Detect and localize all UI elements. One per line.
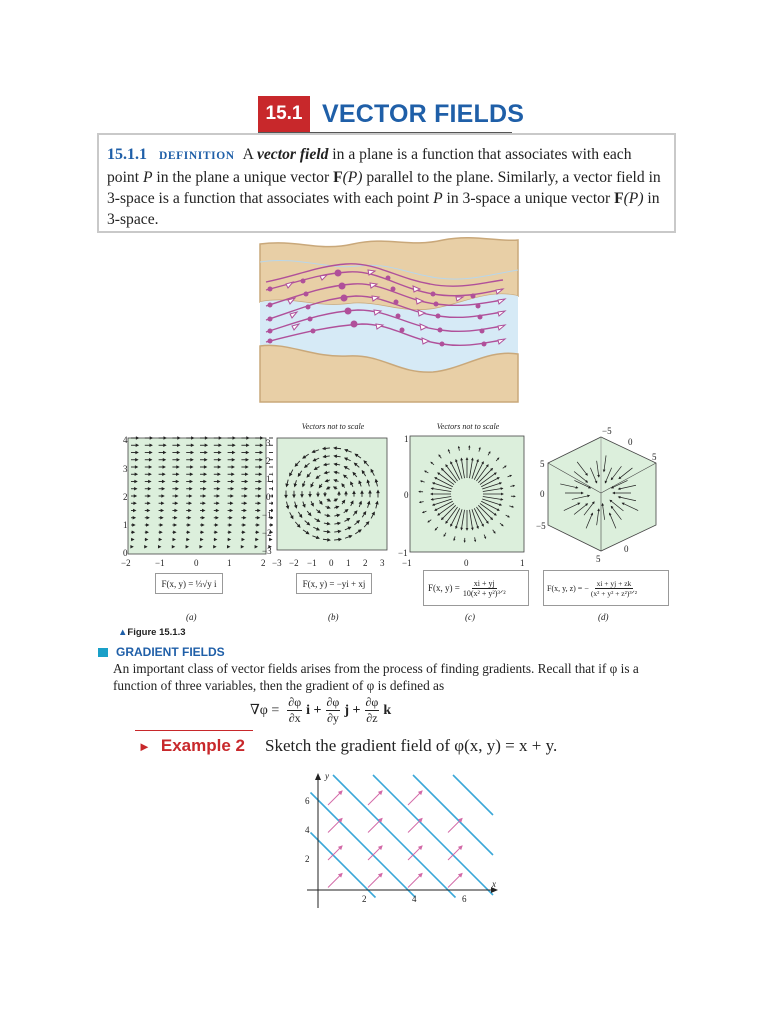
panel-a-formula: F(x, y) = ⅓√y i xyxy=(155,573,223,594)
panel-c-vector-head xyxy=(446,521,447,523)
panel-d-tick: 0 xyxy=(628,437,633,447)
eq-den: ∂y xyxy=(326,711,339,725)
section-number: 15.1 xyxy=(258,96,310,132)
panel-b-label: (b) xyxy=(328,612,339,622)
panel-c-vector-head xyxy=(431,462,432,463)
definition-symbol: (P) xyxy=(342,169,363,186)
panel-d-tick: 0 xyxy=(540,489,545,499)
panel-c-vector-head xyxy=(435,529,436,530)
definition-symbol: F xyxy=(614,190,624,207)
definition-number: 15.1.1 xyxy=(107,146,147,163)
panel-b-x-tick: 2 xyxy=(363,558,368,568)
panel-a-y-tick: 3 xyxy=(123,464,128,474)
panel-d-tick: 5 xyxy=(652,452,657,462)
eq-num: ∂φ xyxy=(288,695,302,709)
eq-den: ∂z xyxy=(366,711,378,725)
stream-flow-illustration xyxy=(258,234,520,404)
gradient-heading-text: GRADIENT FIELDS xyxy=(116,645,225,659)
panel-a-x-tick: −1 xyxy=(155,558,165,568)
definition-label: DEFINITION xyxy=(159,150,235,162)
panel-b-formula: F(x, y) = −yi + xj xyxy=(296,573,372,594)
panel-b-y-tick: −2 xyxy=(262,528,272,538)
grad-y-tick: 4 xyxy=(305,825,310,835)
panel-c-vector-head xyxy=(444,535,445,536)
level-line xyxy=(333,775,456,898)
grad-x-tick: 4 xyxy=(412,894,417,904)
panel-b-y-tick: −3 xyxy=(262,546,272,556)
panel-c-x-tick: 1 xyxy=(520,558,525,568)
panel-b-header: Vectors not to scale xyxy=(301,422,365,431)
panel-d-tick: 0 xyxy=(624,544,629,554)
caption-marker-icon: ▲ xyxy=(118,627,128,638)
panel-c-vector-head xyxy=(446,465,447,467)
panel-d-label: (d) xyxy=(598,612,609,622)
panel-b-y-tick: 0 xyxy=(266,492,271,502)
panel-c-vector-head xyxy=(479,448,480,449)
panel-c-y-tick: 0 xyxy=(404,490,409,500)
panel-d-plot xyxy=(536,425,666,570)
definition-part: in 3-space. xyxy=(107,190,660,228)
panel-b-x-tick: 3 xyxy=(380,558,385,568)
panel-c-numerator: xi + yj xyxy=(473,578,495,588)
gradient-heading xyxy=(98,645,225,659)
definition-part: in 3-space a unique vector xyxy=(442,190,615,207)
figure-caption xyxy=(118,627,186,638)
panel-b-y-tick: 2 xyxy=(266,456,271,466)
definition-symbol: (P) xyxy=(623,190,644,207)
panel-c-vector-head xyxy=(502,525,503,526)
panel-c-vector-head xyxy=(512,506,513,507)
level-line xyxy=(311,793,416,898)
panel-a-x-tick: 2 xyxy=(261,558,266,568)
panel-d-numerator: xi + yj + zk xyxy=(596,578,632,588)
panel-b-x-tick: −2 xyxy=(289,558,299,568)
grad-y-axis-label: y xyxy=(325,771,329,781)
panel-a-y-tick: 0 xyxy=(123,548,128,558)
definition-part: A xyxy=(242,146,257,163)
definition-text xyxy=(107,144,667,230)
eq-num: ∂φ xyxy=(365,695,379,709)
panel-c-vector-head xyxy=(428,521,429,522)
panel-d-tick: 5 xyxy=(596,554,601,564)
panel-c-vector-head xyxy=(458,447,459,448)
panel-c-vector-head xyxy=(439,455,440,456)
panel-a-x-tick: 0 xyxy=(194,558,199,568)
panel-d-formula-lhs: F(x, y, z) = − xyxy=(547,583,589,593)
panel-c-vector-head xyxy=(425,471,426,472)
example-rule xyxy=(135,730,253,731)
panel-d-fraction xyxy=(591,579,637,598)
panel-c-vector-head xyxy=(498,458,499,459)
level-line xyxy=(311,833,376,898)
panel-c-vector-head xyxy=(494,532,495,533)
panel-c-vector-head xyxy=(419,491,420,492)
definition-term: vector field xyxy=(256,146,329,163)
figure-caption-text: Figure 15.1.3 xyxy=(127,627,186,638)
panel-c-vector-head xyxy=(502,493,504,495)
panel-c-vector-head xyxy=(421,481,422,482)
definition-symbol: F xyxy=(333,169,343,186)
gradient-equation xyxy=(250,695,530,726)
panel-c-vector-head xyxy=(485,537,486,538)
eq-frac xyxy=(287,695,302,726)
panel-c-vector-head xyxy=(448,450,449,451)
example-line xyxy=(138,736,557,756)
panel-b-y-tick: 3 xyxy=(266,438,271,448)
panel-c-vector-head xyxy=(494,473,496,474)
heading-square-icon xyxy=(98,648,108,657)
panel-b-x-tick: −1 xyxy=(307,558,317,568)
panel-c-formula-lhs: F(x, y) = xyxy=(428,583,460,593)
panel-c-vector-head xyxy=(438,473,440,474)
eq-lhs: ∇φ = xyxy=(250,703,280,718)
panel-c-vector-head xyxy=(475,540,476,541)
panel-a-label: (a) xyxy=(186,612,197,622)
panel-b-x-tick: −3 xyxy=(272,558,282,568)
section-title: VECTOR FIELDS xyxy=(322,99,525,128)
panel-c-vector-head xyxy=(423,512,424,513)
panel-c-fraction xyxy=(463,579,506,598)
definition-symbol: P xyxy=(142,169,153,186)
panel-c-header: Vectors not to scale xyxy=(436,422,500,431)
grad-y-tick: 6 xyxy=(305,796,310,806)
eq-frac xyxy=(365,695,380,726)
grad-x-axis-label: x xyxy=(492,879,496,889)
panel-c-formula xyxy=(423,570,529,606)
level-line xyxy=(413,775,493,855)
panel-c-vector-head xyxy=(466,529,468,531)
panel-c-y-tick: −1 xyxy=(398,548,408,558)
eq-frac xyxy=(326,695,341,726)
panel-a-plot xyxy=(113,432,273,572)
panel-c-x-tick: −1 xyxy=(402,558,412,568)
definition-part: in a plane is a function that associates with each point xyxy=(107,146,632,186)
panel-c-vector-head xyxy=(438,514,440,515)
eq-den: ∂x xyxy=(288,711,301,725)
eq-unit: k xyxy=(383,702,392,718)
panel-d-tick: −5 xyxy=(602,426,612,436)
panel-c-label: (c) xyxy=(465,612,475,622)
grad-x-tick: 2 xyxy=(362,894,367,904)
panel-d-denominator: (x² + y² + z²)³ᐟ² xyxy=(590,588,638,598)
grad-x-tick: 6 xyxy=(462,894,467,904)
panel-a-x-tick: 1 xyxy=(227,558,232,568)
panel-c-vector-head xyxy=(420,502,421,503)
panel-c-denominator: 10(x² + y²)³ᐟ² xyxy=(462,588,506,598)
definition-part: parallel to the plane. Similarly, a vector field in 3-space is a function that associates with each point xyxy=(107,169,661,207)
panel-b-plot xyxy=(262,432,392,572)
eq-num: ∂φ xyxy=(326,695,340,709)
panel-d-tick: −5 xyxy=(536,521,546,531)
panel-b-x-tick: 1 xyxy=(346,558,351,568)
panel-c-vector-head xyxy=(513,485,514,486)
panel-a-y-tick: 4 xyxy=(123,435,128,445)
example-arrow-icon: ► xyxy=(138,739,151,754)
panel-c-vector-head xyxy=(505,466,506,467)
panel-c-vector-head xyxy=(494,514,496,515)
eq-unit: i + xyxy=(306,702,322,718)
panel-c-vector-head xyxy=(454,539,455,540)
panel-c-y-tick: 1 xyxy=(404,434,409,444)
panel-a-y-tick: 1 xyxy=(123,520,128,530)
panel-c-vector-head xyxy=(431,493,433,495)
panel-c-vector-head xyxy=(469,446,470,447)
level-line xyxy=(453,775,493,815)
eq-unit: j + xyxy=(344,702,361,718)
example-text: Sketch the gradient field of φ(x, y) = x + y. xyxy=(264,736,558,755)
panel-d-tick: 5 xyxy=(540,459,545,469)
grad-y-tick: 2 xyxy=(305,854,310,864)
panel-c-vector-head xyxy=(487,465,488,467)
panel-b-y-tick: 1 xyxy=(266,474,271,484)
panel-c-x-tick: 0 xyxy=(464,558,469,568)
panel-c-vector-head xyxy=(489,452,490,453)
definition-symbol: P xyxy=(433,190,443,207)
example-label xyxy=(138,736,245,756)
panel-c-vector-head xyxy=(514,496,515,497)
panel-c-plot xyxy=(398,432,530,572)
panel-b-x-tick: 0 xyxy=(329,558,334,568)
panel-d-formula xyxy=(543,570,669,606)
panel-c-vector-head xyxy=(466,458,468,460)
panel-c-vector-head xyxy=(487,521,488,523)
definition-part: in the plane a unique vector xyxy=(152,169,334,186)
panel-a-x-tick: −2 xyxy=(121,558,131,568)
example-label-text: Example 2 xyxy=(160,736,245,755)
gradient-paragraph: An important class of vector fields arises from the process of finding gradients. Recall that if φ is a function of three variables, then the gradient of φ is defined as xyxy=(113,661,639,693)
level-line xyxy=(373,775,493,895)
panel-a-y-tick: 2 xyxy=(123,492,128,502)
panel-c-vector-head xyxy=(464,541,465,542)
panel-b-y-tick: −1 xyxy=(262,510,272,520)
panel-c-vector-head xyxy=(508,516,509,517)
panel-c-vector-head xyxy=(510,475,511,476)
gradient-plot xyxy=(285,770,510,915)
